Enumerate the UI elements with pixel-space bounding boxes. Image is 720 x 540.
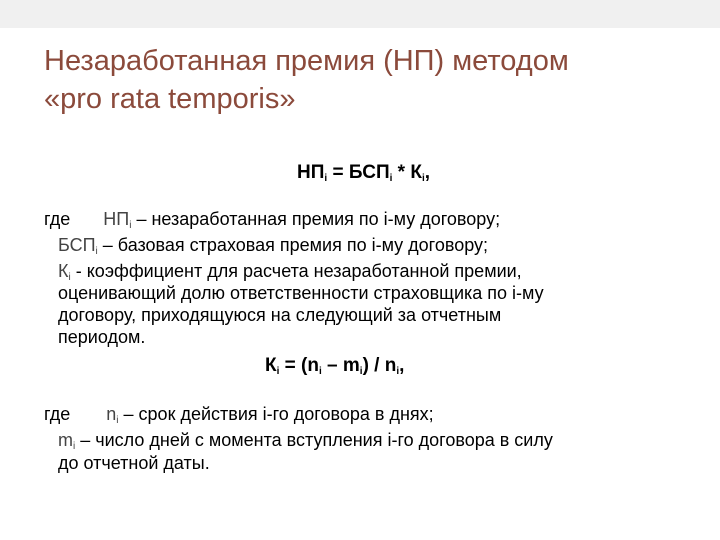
m-sub: i [73,441,76,452]
k-symbol: К [58,261,69,281]
definition-n [44,404,434,431]
m-symbol: m [58,430,73,450]
m-text: – число дней с момента вступления i-го договора в силу [75,430,553,450]
n-text: – срок действия i-го договора в днях; [118,404,434,424]
definition-bsp [58,235,488,262]
slide-title [44,42,694,118]
formula-sub: i [324,173,328,184]
formula-sub: i [389,173,393,184]
formula-comma: , [424,162,431,183]
formula-sub: i [318,366,322,377]
formula-n: = (n [279,355,319,376]
n-sub: i [116,415,119,426]
formula-sub: i [421,173,425,184]
np-sub: i [129,220,132,231]
k-text: - коэффициент для расчета незаработанной премии, [70,261,522,281]
n-symbol: n [106,404,117,424]
formula-coefficient [265,355,404,377]
bsp-symbol: БСП [58,235,96,255]
formula-unearned-premium [297,162,430,184]
formula-sub: i [359,366,363,377]
k-sub: i [68,272,71,283]
formula-sub: i [396,366,400,377]
formula-k: К [265,355,277,376]
where-label: где [44,404,71,424]
formula-m: – m [321,355,360,376]
where-label: где [44,209,71,229]
slide-top-bar [0,0,720,28]
formula-div: ) / n [362,355,397,376]
definition-k-cont-2: договору, приходящуюся на следующий за отчетным [58,305,502,325]
title-line-2: «pro rata temporis» [44,83,296,115]
definition-k-cont-3: периодом. [58,327,146,347]
definition-k-cont-1: оценивающий долю ответственности страховщика по i-му [58,283,544,303]
np-symbol: НП [103,209,130,229]
definition-m-cont: до отчетной даты. [58,453,210,473]
title-line-1: Незаработанная премия (НП) методом [44,45,569,77]
definition-np [44,209,500,236]
formula-np: НП [297,162,325,183]
formula-bsp: = БСП [327,162,390,183]
formula-sub: i [276,366,280,377]
formula-k: * К [392,162,422,183]
formula-comma: , [399,355,405,376]
bsp-text: – базовая страховая премия по i-му договору; [97,235,489,255]
np-text: – незаработанная премия по i-му договору; [131,209,501,229]
bsp-sub: i [95,246,98,257]
